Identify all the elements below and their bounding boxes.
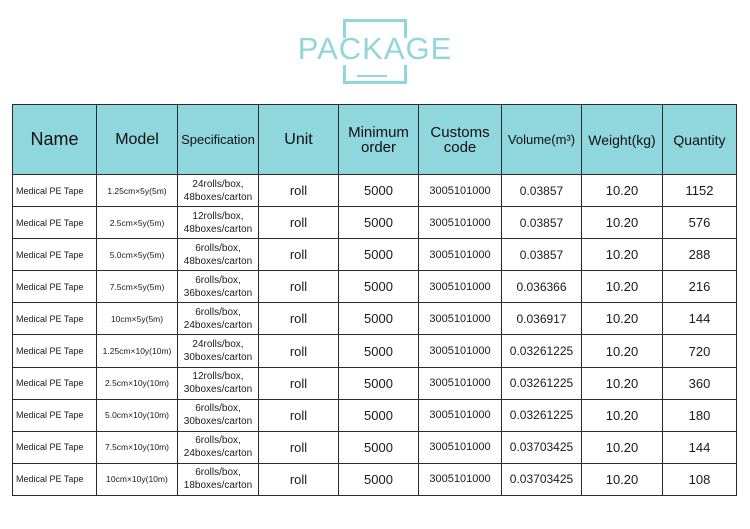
cell-specification-line1: 6rolls/box, [195, 467, 241, 479]
cell-volume: 0.03857 [502, 207, 582, 239]
cell-weight: 10.20 [582, 271, 663, 303]
cell-unit: roll [259, 335, 339, 367]
table-row [13, 431, 737, 463]
cell-unit: roll [259, 399, 339, 431]
cell-specification-line2: 48boxes/carton [183, 255, 253, 267]
header-name: Name [13, 105, 97, 175]
cell-weight: 10.20 [582, 207, 663, 239]
cell-specification-line2: 30boxes/carton [183, 384, 253, 396]
cell-customs-code: 3005101000 [419, 271, 502, 303]
cell-specification [178, 367, 259, 399]
cell-volume: 0.03261225 [502, 399, 582, 431]
table-row [13, 303, 737, 335]
header-specification: Specification [178, 105, 259, 175]
table-row [13, 367, 737, 399]
cell-volume: 0.03857 [502, 175, 582, 207]
cell-name: Medical PE Tape [13, 175, 97, 207]
cell-specification-line2: 24boxes/carton [183, 319, 253, 331]
cell-unit: roll [259, 271, 339, 303]
cell-weight: 10.20 [582, 335, 663, 367]
cell-specification-line2: 36boxes/carton [183, 287, 253, 299]
cell-volume: 0.03857 [502, 239, 582, 271]
cell-specification [178, 335, 259, 367]
cell-quantity: 108 [663, 463, 737, 495]
cell-specification-line1: 6rolls/box, [195, 306, 241, 318]
cell-quantity: 288 [663, 239, 737, 271]
cell-name: Medical PE Tape [13, 335, 97, 367]
cell-specification-line1: 6rolls/box, [195, 435, 241, 447]
cell-specification-line2: 30boxes/carton [183, 416, 253, 428]
cell-specification-line2: 24boxes/carton [183, 448, 253, 460]
cell-volume: 0.036366 [502, 271, 582, 303]
cell-name: Medical PE Tape [13, 367, 97, 399]
header-weight: Weight(kg) [582, 105, 663, 175]
cell-name: Medical PE Tape [13, 303, 97, 335]
cell-quantity: 180 [663, 399, 737, 431]
cell-customs-code: 3005101000 [419, 239, 502, 271]
cell-minimum-order: 5000 [339, 175, 419, 207]
title-block [0, 0, 750, 100]
page-title: PACKAGE [297, 31, 453, 66]
cell-specification [178, 207, 259, 239]
cell-volume: 0.03703425 [502, 431, 582, 463]
cell-weight: 10.20 [582, 399, 663, 431]
title-underline [357, 75, 387, 77]
cell-minimum-order: 5000 [339, 463, 419, 495]
cell-model: 7.5cm×5y(5m) [97, 271, 178, 303]
cell-model: 1.25cm×10y(10m) [97, 335, 178, 367]
cell-volume: 0.03703425 [502, 463, 582, 495]
cell-unit: roll [259, 367, 339, 399]
cell-specification-line1: 12rolls/box, [192, 210, 244, 222]
cell-quantity: 144 [663, 431, 737, 463]
cell-name: Medical PE Tape [13, 271, 97, 303]
cell-model: 2.5cm×5y(5m) [97, 207, 178, 239]
cell-customs-code: 3005101000 [419, 431, 502, 463]
cell-model: 5.0cm×5y(5m) [97, 239, 178, 271]
cell-specification [178, 175, 259, 207]
package-table [12, 104, 737, 496]
header-minimum-order-line1: Minimum [348, 123, 409, 141]
cell-specification-line2: 48boxes/carton [183, 223, 253, 235]
cell-minimum-order: 5000 [339, 207, 419, 239]
cell-volume: 0.03261225 [502, 335, 582, 367]
cell-specification-line2: 48boxes/carton [183, 191, 253, 203]
cell-weight: 10.20 [582, 303, 663, 335]
cell-quantity: 360 [663, 367, 737, 399]
cell-weight: 10.20 [582, 175, 663, 207]
cell-customs-code: 3005101000 [419, 399, 502, 431]
cell-volume: 0.036917 [502, 303, 582, 335]
cell-specification-line1: 6rolls/box, [195, 274, 241, 286]
cell-name: Medical PE Tape [13, 463, 97, 495]
cell-name: Medical PE Tape [13, 431, 97, 463]
cell-model: 1.25cm×5y(5m) [97, 175, 178, 207]
cell-weight: 10.20 [582, 431, 663, 463]
cell-specification-line1: 24rolls/box, [192, 178, 244, 190]
cell-unit: roll [259, 463, 339, 495]
table-row [13, 335, 737, 367]
cell-customs-code: 3005101000 [419, 335, 502, 367]
cell-specification [178, 463, 259, 495]
table-row [13, 207, 737, 239]
cell-unit: roll [259, 239, 339, 271]
cell-model: 10cm×10y(10m) [97, 463, 178, 495]
header-volume: Volume(m³) [502, 105, 582, 175]
cell-specification-line1: 12rolls/box, [192, 371, 244, 383]
header-customs-code-line1: Customs [430, 123, 490, 141]
cell-specification-line2: 18boxes/carton [183, 480, 253, 492]
cell-quantity: 576 [663, 207, 737, 239]
table-row [13, 399, 737, 431]
cell-minimum-order: 5000 [339, 399, 419, 431]
cell-quantity: 216 [663, 271, 737, 303]
cell-model: 2.5cm×10y(10m) [97, 367, 178, 399]
cell-volume: 0.03261225 [502, 367, 582, 399]
header-minimum-order-line2: order [360, 138, 397, 156]
table-row [13, 463, 737, 495]
cell-minimum-order: 5000 [339, 239, 419, 271]
cell-quantity: 144 [663, 303, 737, 335]
cell-minimum-order: 5000 [339, 303, 419, 335]
header-customs-code [419, 105, 502, 175]
cell-specification-line2: 30boxes/carton [183, 352, 253, 364]
cell-model: 7.5cm×10y(10m) [97, 431, 178, 463]
cell-unit: roll [259, 207, 339, 239]
cell-model: 5.0cm×10y(10m) [97, 399, 178, 431]
cell-specification [178, 239, 259, 271]
cell-name: Medical PE Tape [13, 399, 97, 431]
header-model: Model [97, 105, 178, 175]
cell-weight: 10.20 [582, 367, 663, 399]
cell-minimum-order: 5000 [339, 335, 419, 367]
cell-specification-line1: 6rolls/box, [195, 403, 241, 415]
cell-customs-code: 3005101000 [419, 175, 502, 207]
cell-customs-code: 3005101000 [419, 207, 502, 239]
cell-quantity: 1152 [663, 175, 737, 207]
cell-name: Medical PE Tape [13, 239, 97, 271]
cell-unit: roll [259, 175, 339, 207]
cell-specification-line1: 24rolls/box, [192, 339, 244, 351]
cell-minimum-order: 5000 [339, 367, 419, 399]
cell-customs-code: 3005101000 [419, 463, 502, 495]
cell-specification [178, 431, 259, 463]
cell-weight: 10.20 [582, 463, 663, 495]
cell-unit: roll [259, 431, 339, 463]
cell-name: Medical PE Tape [13, 207, 97, 239]
cell-customs-code: 3005101000 [419, 303, 502, 335]
header-quantity: Quantity [663, 105, 737, 175]
cell-specification [178, 303, 259, 335]
cell-customs-code: 3005101000 [419, 367, 502, 399]
cell-weight: 10.20 [582, 239, 663, 271]
header-row [13, 105, 737, 175]
cell-quantity: 720 [663, 335, 737, 367]
table-row [13, 271, 737, 303]
cell-unit: roll [259, 303, 339, 335]
cell-specification [178, 271, 259, 303]
cell-specification-line1: 6rolls/box, [195, 242, 241, 254]
cell-minimum-order: 5000 [339, 431, 419, 463]
cell-minimum-order: 5000 [339, 271, 419, 303]
header-unit: Unit [259, 105, 339, 175]
cell-specification [178, 399, 259, 431]
cell-model: 10cm×5y(5m) [97, 303, 178, 335]
header-minimum-order [339, 105, 419, 175]
table-row [13, 239, 737, 271]
header-customs-code-line2: code [443, 138, 477, 156]
table-row [13, 175, 737, 207]
